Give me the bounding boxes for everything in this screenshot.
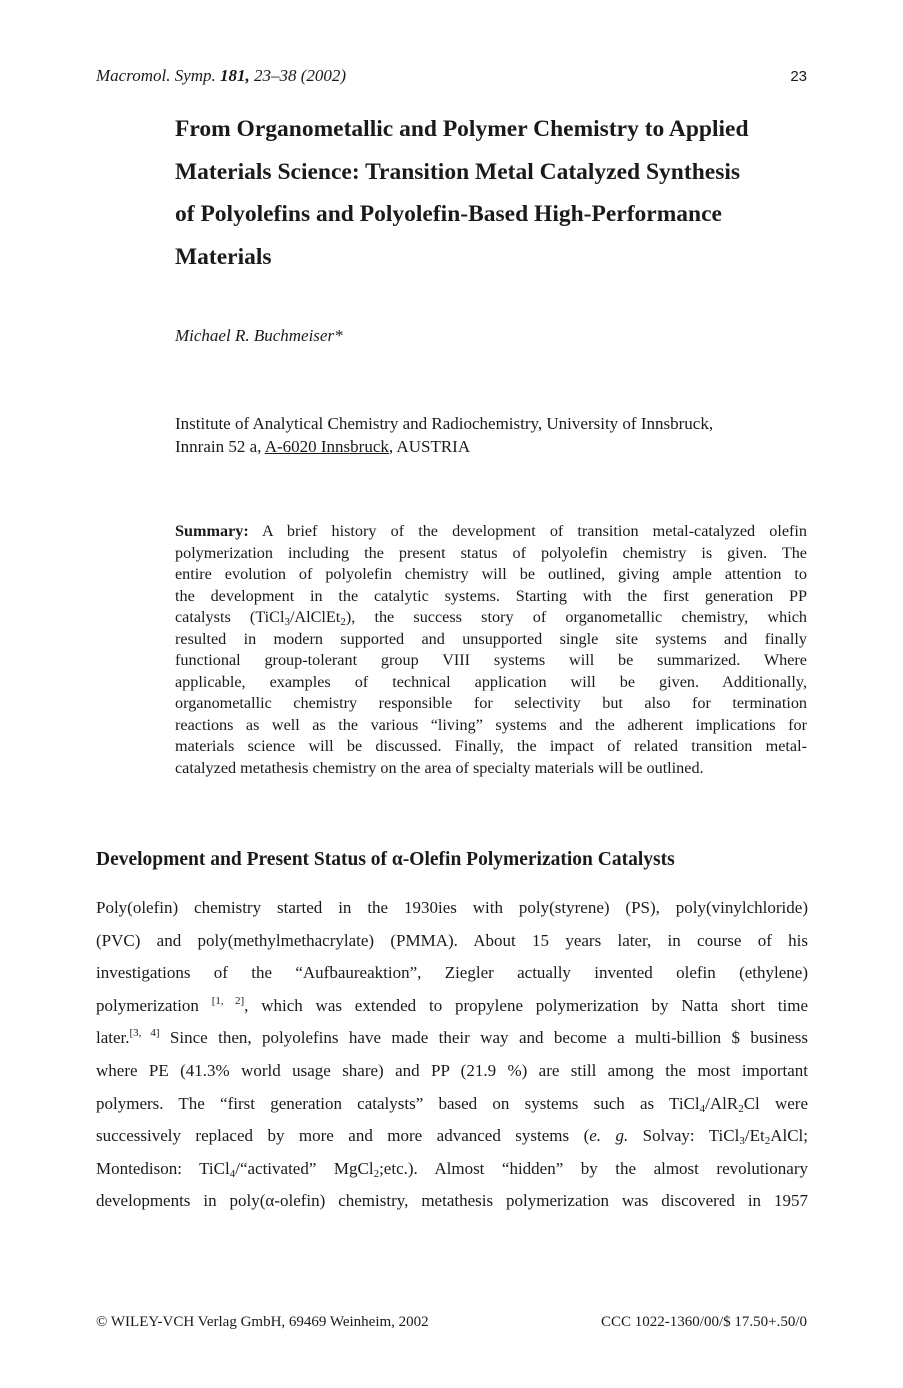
body-text-span: successively replaced by more and more advanced systems ( xyxy=(96,1126,590,1146)
journal-citation xyxy=(96,66,346,86)
summary-text: A brief history of the development of transition metal-catalyzed olefin xyxy=(248,522,807,540)
summary-line: the development in the catalytic systems. Starting with the first generation PP xyxy=(175,586,807,605)
summary-abstract xyxy=(175,521,807,779)
subscript: 2 xyxy=(373,1167,380,1180)
body-line xyxy=(96,1022,808,1055)
body-line xyxy=(96,990,808,1023)
subscript: 4 xyxy=(699,1102,706,1115)
summary-line: functional group-tolerant group VIII systems will be summarized. Where xyxy=(175,651,807,669)
body-line: developments in poly(α-olefin) chemistry, metathesis polymerization was discovered in 1957 xyxy=(96,1191,808,1211)
body-text-span: ;etc.). Almost “hidden” by the almost revolutionary xyxy=(379,1158,808,1178)
journal-pages-year: 23–38 (2002) xyxy=(249,66,347,85)
journal-volume: 181, xyxy=(220,66,250,85)
summary-line: catalyzed metathesis chemistry on the area of specialty materials will be outlined. xyxy=(175,758,704,777)
body-text-span: AlCl; xyxy=(770,1126,808,1146)
italic-abbrev: e. g. xyxy=(589,1126,629,1146)
summary-text: catalysts (TiCl xyxy=(175,608,285,626)
body-text-span: Solvay: TiCl xyxy=(628,1126,740,1146)
body-text-span: Cl were xyxy=(743,1093,809,1113)
ccc-code-footer: CCC 1022-1360/00/$ 17.50+.50/0 xyxy=(601,1314,807,1330)
body-line: Poly(olefin) chemistry started in the 1930ies with poly(styrene) (PS), poly(vinylchloride) xyxy=(96,898,808,917)
section-heading: Development and Present Status of α-Olefin Polymerization Catalysts xyxy=(96,849,675,870)
body-line: where PE (41.3% world usage share) and PP (21.9 %) are still among the most important xyxy=(96,1060,808,1080)
summary-label: Summary: xyxy=(175,522,249,540)
copyright-footer: © WILEY-VCH Verlag GmbH, 69469 Weinheim, 2002 xyxy=(96,1314,429,1330)
journal-name: Macromol. Symp. xyxy=(96,66,221,85)
title-line: Materials Science: Transition Metal Catalyzed Synthesis xyxy=(175,158,741,185)
title-line: Materials xyxy=(175,243,272,270)
body-text-span: /“activated” MgCl xyxy=(235,1158,374,1178)
body-line xyxy=(96,1120,808,1153)
body-text-span: /AlR xyxy=(705,1093,739,1113)
summary-line: reactions as well as the various “living” systems and the adherent implications for xyxy=(175,715,807,734)
summary-text: ), the success story of organometallic chemistry, which xyxy=(345,608,807,626)
body-text-span: polymers. The “first generation catalysts” based on systems such as TiCl xyxy=(96,1093,700,1113)
citation-ref[interactable]: [1, 2] xyxy=(211,994,245,1007)
author-name: Michael R. Buchmeiser* xyxy=(175,326,343,345)
subscript: 3 xyxy=(284,616,290,628)
body-line xyxy=(96,1088,808,1121)
title-line: of Polyolefins and Polyolefin-Based High-Performance xyxy=(175,201,722,227)
body-text-span: later. xyxy=(96,1028,130,1048)
summary-line: organometallic chemistry responsible for selectivity but also for termination xyxy=(175,694,807,712)
postal-code-link[interactable]: A-6020 Innsbruck xyxy=(264,437,389,456)
body-line: (PVC) and poly(methylmethacrylate) (PMMA). About 15 years later, in course of his xyxy=(96,930,808,950)
citation-ref[interactable]: [3, 4] xyxy=(129,1027,160,1040)
summary-line: resulted in modern supported and unsupported single site systems and finally xyxy=(175,629,807,648)
affiliation-street: Innrain 52 a, xyxy=(175,437,265,456)
summary-text: /AlClEt xyxy=(289,608,341,626)
body-text-span: , which was extended to propylene polymerization by Natta short time xyxy=(244,995,808,1015)
summary-line xyxy=(175,607,807,629)
body-line xyxy=(96,1153,808,1186)
body-line: investigations of the “Aufbaureaktion”, Ziegler actually invented olefin (ethylene) xyxy=(96,963,808,983)
title-line: From Organometallic and Polymer Chemistry to Applied xyxy=(175,116,749,142)
body-text-span: /Et xyxy=(744,1126,765,1146)
body-text-span: Montedison: TiCl xyxy=(96,1158,230,1178)
affiliation-line xyxy=(175,435,815,458)
summary-line: polymerization including the present status of polyolefin chemistry is given. The xyxy=(175,543,807,562)
summary-line: applicable, examples of technical application will be given. Additionally, xyxy=(175,672,807,691)
subscript: 2 xyxy=(764,1135,771,1148)
subscript: 2 xyxy=(340,616,346,628)
summary-line: entire evolution of polyolefin chemistry will be outlined, giving ample attention to xyxy=(175,565,807,583)
affiliation xyxy=(175,412,815,458)
subscript: 3 xyxy=(739,1135,745,1148)
affiliation-line: Institute of Analytical Chemistry and Radiochemistry, University of Innsbruck, xyxy=(175,414,714,433)
summary-line: materials science will be discussed. Finally, the impact of related transition metal- xyxy=(175,737,807,755)
subscript: 4 xyxy=(229,1167,236,1180)
article-title xyxy=(175,108,815,278)
body-text-span: Since then, polyolefins have made their way and become a multi-billion $ business xyxy=(159,1028,809,1048)
summary-line xyxy=(175,521,807,543)
page-number: 23 xyxy=(790,68,807,85)
body-text-span: polymerization xyxy=(96,995,212,1015)
subscript: 2 xyxy=(738,1102,744,1115)
body-text xyxy=(96,892,808,1218)
affiliation-country: , AUSTRIA xyxy=(388,437,471,456)
